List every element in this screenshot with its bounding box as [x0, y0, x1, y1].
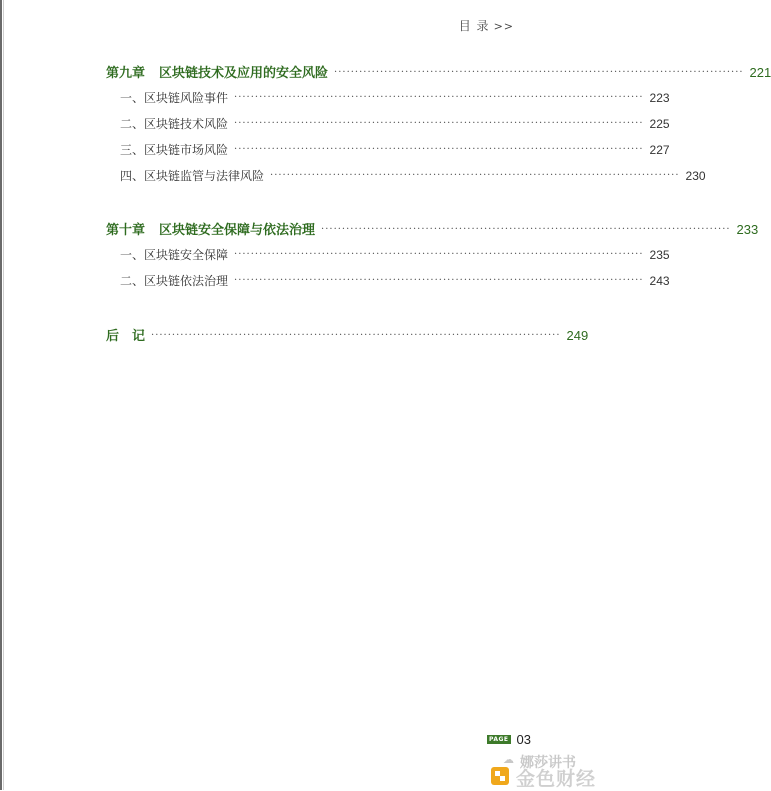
toc-chapter-10[interactable]	[106, 219, 759, 238]
running-head-title: 目 录	[458, 19, 490, 33]
chapter-label: 第十章	[106, 223, 146, 238]
footer-page-marker	[487, 732, 531, 747]
toc-afterword[interactable]	[106, 325, 589, 344]
footer-page-number: 03	[516, 732, 531, 747]
chapter-label: 第九章	[106, 66, 146, 81]
page-number: 243	[649, 274, 670, 288]
section-title: 一、区块链安全保障	[120, 248, 229, 262]
toc-section[interactable]	[120, 89, 670, 106]
toc-chapter-9[interactable]	[106, 62, 771, 81]
page-number: 221	[749, 65, 771, 80]
dot-leader: ··································································································	[334, 67, 744, 78]
toc-section[interactable]	[120, 141, 670, 158]
section-title: 一、区块链风险事件	[120, 91, 229, 105]
watermark-text-2: 金色财经	[516, 768, 597, 790]
page-number: 249	[566, 328, 589, 343]
dot-leader: ··································································································	[321, 224, 731, 235]
page-number: 227	[649, 143, 670, 157]
running-head-arrows: >>	[493, 20, 514, 33]
chapter-title	[106, 62, 328, 81]
watermark-logo-icon	[490, 766, 510, 786]
dot-leader: ··································································································	[234, 249, 644, 260]
toc-section[interactable]	[120, 272, 670, 289]
page-badge: PAGE	[489, 736, 509, 743]
page-number: 230	[685, 169, 706, 183]
dot-leader: ··································································································	[270, 170, 680, 181]
dot-leader: ··································································································	[234, 118, 644, 129]
page-edge-rule	[0, 0, 2, 790]
page-number: 223	[649, 91, 670, 105]
chapter-title	[106, 219, 315, 238]
page-number: 233	[736, 222, 759, 237]
wechat-icon: ☁	[503, 753, 514, 766]
toc-section[interactable]	[120, 246, 670, 263]
section-title: 二、区块链技术风险	[120, 117, 229, 131]
dot-leader: ··································································································	[151, 330, 561, 341]
page-number: 235	[649, 248, 670, 262]
chapter-name: 区块链技术及应用的安全风险	[159, 66, 329, 81]
section-title: 二、区块链依法治理	[120, 274, 229, 288]
page-edge-shadow	[3, 0, 4, 790]
chapter-name: 区块链安全保障与依法治理	[159, 223, 316, 238]
dot-leader: ··································································································	[234, 92, 644, 103]
section-title: 三、区块链市场风险	[120, 143, 229, 157]
section-title: 四、区块链监管与法律风险	[120, 169, 265, 183]
dot-leader: ··································································································	[234, 144, 644, 155]
afterword-title: 后 记	[106, 329, 146, 344]
toc-section[interactable]	[120, 167, 706, 184]
page-number: 225	[649, 117, 670, 131]
toc-section[interactable]	[120, 115, 670, 132]
running-head	[459, 17, 514, 34]
dot-leader: ··································································································	[234, 275, 644, 286]
watermark-text-1: 娜莎讲书	[520, 755, 576, 771]
